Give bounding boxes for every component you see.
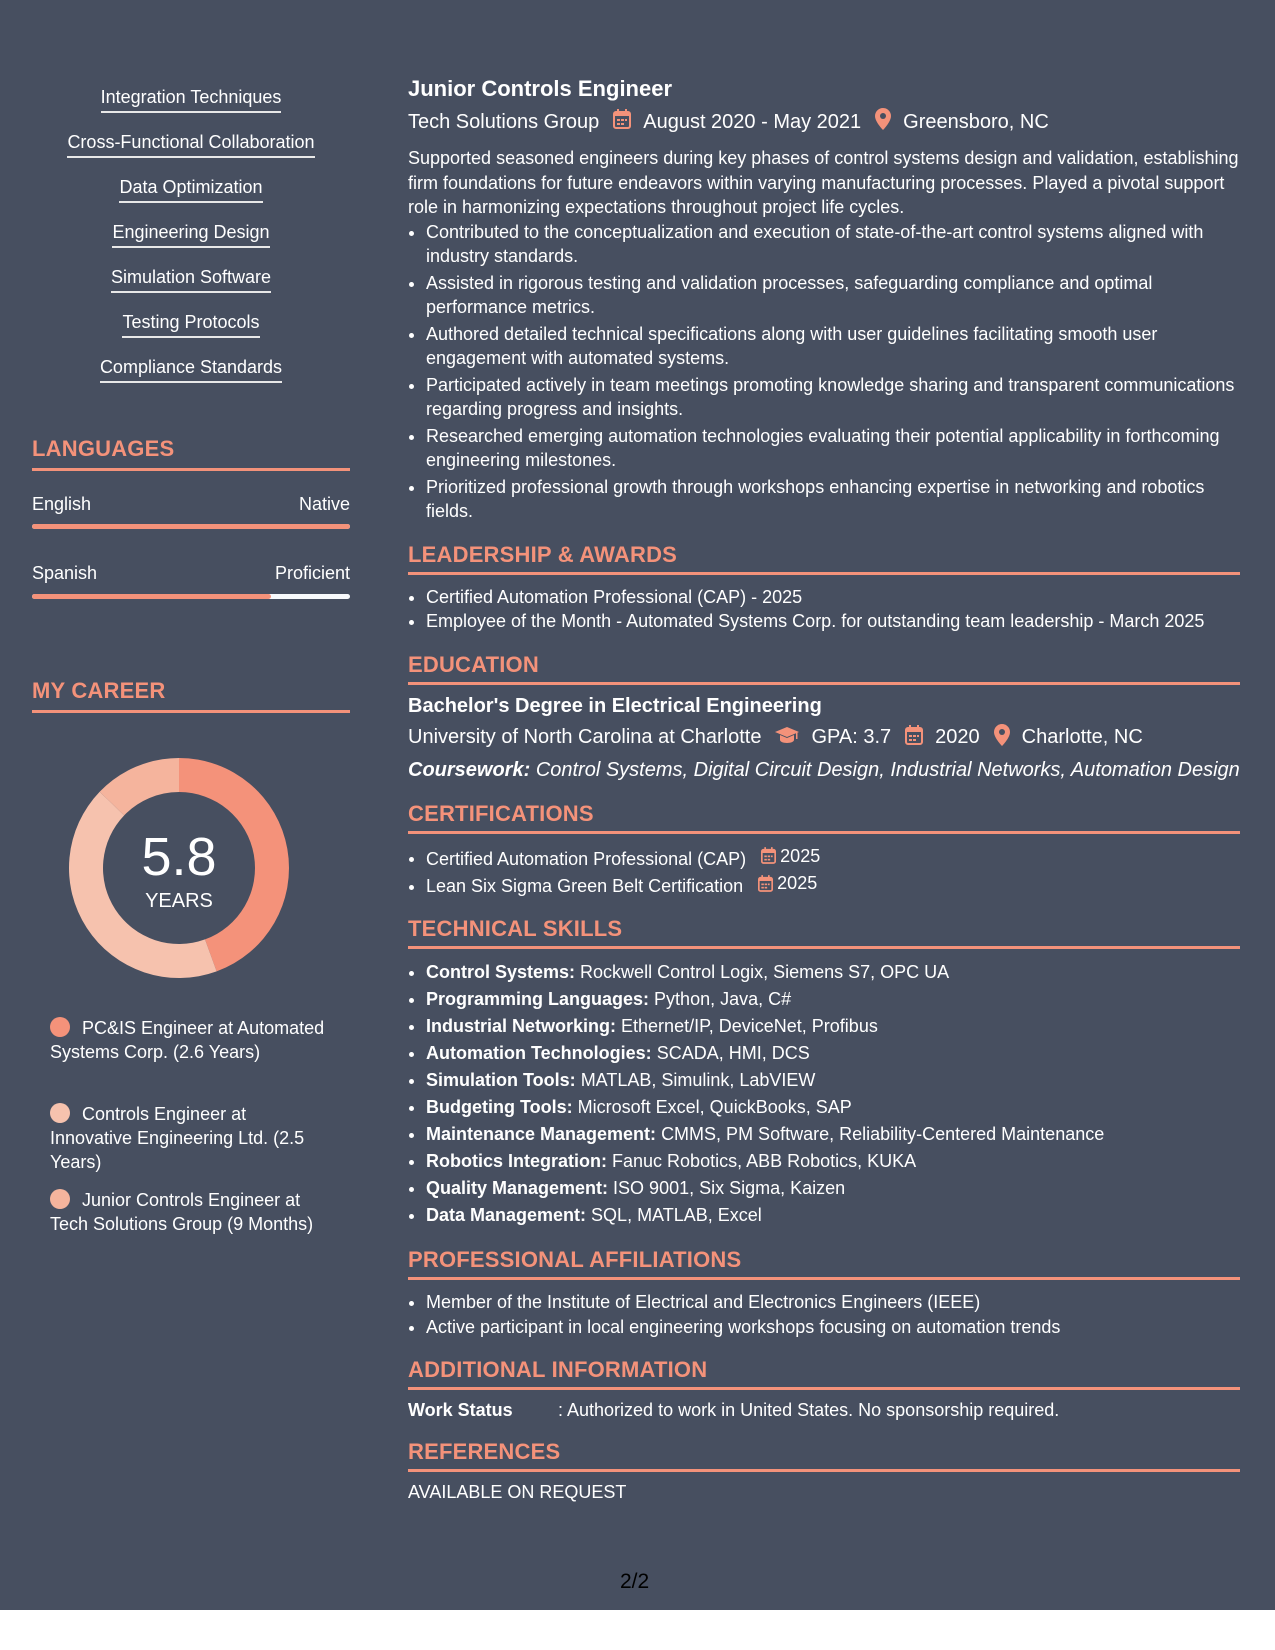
language-row-spanish — [32, 563, 350, 584]
graduation-cap-icon — [775, 726, 799, 750]
skill-label: Integration Techniques — [101, 86, 282, 113]
affiliations-list — [408, 1290, 1240, 1339]
education-gpa: GPA: 3.7 — [811, 726, 892, 748]
language-name: Spanish — [32, 563, 98, 583]
job-bullet: • Authored detailed technical specifications along with user guidelines facilitating smooth user engagement with automated systems. — [426, 322, 1240, 371]
page-number: 2/2 — [620, 1570, 650, 1593]
sidebar — [0, 0, 380, 1610]
legend-dot — [50, 1017, 70, 1037]
job-bullet: • Assisted in rigorous testing and validation processes, safeguarding compliance and optimal performance metrics. — [426, 271, 1240, 320]
languages-heading: LANGUAGES — [32, 436, 350, 471]
certification-item — [426, 844, 1240, 871]
skill-category: Programming Languages: — [426, 989, 650, 1009]
affiliation-item: • Active participant in local engineering workshops focusing on automation trends — [426, 1315, 1240, 1340]
work-status-row — [408, 1400, 1240, 1421]
skill-label: Compliance Standards — [100, 356, 282, 383]
certification-year: 2025 — [777, 872, 818, 893]
language-bar-english — [32, 524, 350, 529]
job-location: Greensboro, NC — [903, 110, 1049, 133]
skill-values: SQL, MATLAB, Excel — [591, 1205, 762, 1225]
skill-category: Robotics Integration: — [426, 1151, 607, 1171]
skill-values: Python, Java, C# — [654, 989, 792, 1009]
skill-label: Engineering Design — [112, 221, 269, 248]
work-status-label: Work Status — [408, 1400, 513, 1420]
job-bullet: • Participated actively in team meetings promoting knowledge sharing and transparent communications regarding progress and insights. — [426, 373, 1240, 422]
leadership-item: • Employee of the Month - Automated Systems Corp. for outstanding team leadership - March 2025 — [426, 609, 1240, 634]
career-donut-chart — [66, 755, 292, 981]
skill-label: Data Optimization — [119, 176, 262, 203]
work-status-value: : Authorized to work in United States. No sponsorship required. — [558, 1400, 1060, 1420]
language-bar-spanish — [32, 594, 350, 599]
affiliation-item: • Member of the Institute of Electrical and Electronics Engineers (IEEE) — [426, 1290, 1240, 1315]
career-legend-item — [50, 1016, 330, 1064]
certifications-heading: CERTIFICATIONS — [408, 801, 1240, 834]
job-title: Junior Controls Engineer — [408, 76, 673, 101]
technical-skill-item — [426, 959, 1240, 986]
skill-label: Testing Protocols — [122, 311, 259, 338]
career-legend-item — [50, 1102, 330, 1174]
technical-skill-item — [426, 1067, 1240, 1094]
skill-item — [32, 131, 350, 176]
technical-skill-item — [426, 1121, 1240, 1148]
certification-name: Lean Six Sigma Green Belt Certification — [426, 875, 744, 896]
calendar-icon — [761, 847, 776, 864]
skill-category: Quality Management: — [426, 1178, 609, 1198]
skill-category: Simulation Tools: — [426, 1070, 576, 1090]
language-level: Proficient — [274, 563, 350, 583]
technical-skill-item — [426, 1202, 1240, 1229]
skill-values: ISO 9001, Six Sigma, Kaizen — [613, 1178, 846, 1198]
certification-year: 2025 — [780, 845, 821, 866]
location-pin-icon — [875, 108, 891, 136]
skill-category: Automation Technologies: — [426, 1043, 652, 1063]
legend-label: PC&IS Engineer at Automated Systems Corp. (2.6 Years) — [50, 1018, 325, 1062]
technical-skills-heading: TECHNICAL SKILLS — [408, 916, 1240, 949]
skill-values: Microsoft Excel, QuickBooks, SAP — [577, 1097, 852, 1117]
education-degree: Bachelor's Degree in Electrical Engineering — [408, 694, 822, 717]
additional-info-heading: ADDITIONAL INFORMATION — [408, 1357, 1240, 1390]
skill-item — [32, 176, 350, 221]
certification-item — [426, 871, 1240, 898]
language-row-english — [32, 494, 350, 515]
skill-category: Data Management: — [426, 1205, 587, 1225]
page-bottom-margin — [0, 1610, 1275, 1650]
skill-values: MATLAB, Simulink, LabVIEW — [580, 1070, 816, 1090]
coursework-label: Coursework: — [408, 758, 531, 781]
career-legend-item — [50, 1188, 330, 1236]
education-year: 2020 — [935, 726, 980, 748]
references-text: AVAILABLE ON REQUEST — [408, 1482, 627, 1502]
education-meta — [408, 724, 1240, 752]
skill-values: Ethernet/IP, DeviceNet, Profibus — [621, 1016, 878, 1036]
technical-skill-item — [426, 986, 1240, 1013]
skill-values: Rockwell Control Logix, Siemens S7, OPC UA — [580, 962, 950, 982]
main-content — [408, 76, 1240, 1503]
job-dates: August 2020 - May 2021 — [643, 110, 862, 133]
calendar-icon — [905, 725, 923, 751]
career-unit: YEARS — [145, 890, 213, 912]
technical-skills-list — [408, 959, 1240, 1229]
skill-item — [32, 221, 350, 266]
language-level: Native — [298, 494, 350, 514]
language-name: English — [32, 494, 92, 514]
job-bullet: • Contributed to the conceptualization and execution of state-of-the-art control systems aligned with industry standards. — [426, 220, 1240, 269]
education-heading: EDUCATION — [408, 652, 1240, 685]
calendar-icon — [758, 875, 773, 892]
leadership-heading: LEADERSHIP & AWARDS — [408, 542, 1240, 575]
certification-name: Certified Automation Professional (CAP) — [426, 848, 747, 869]
skill-item — [32, 356, 350, 401]
leadership-item: • Certified Automation Professional (CAP) - 2025 — [426, 585, 1240, 610]
coursework-text: Control Systems, Digital Circuit Design, Industrial Networks, Automation Design — [535, 758, 1240, 781]
skill-item — [32, 311, 350, 356]
language-fill — [32, 594, 271, 599]
career-heading: MY CAREER — [32, 678, 350, 713]
skill-values: CMMS, PM Software, Reliability-Centered Maintenance — [661, 1124, 1105, 1144]
references-heading: REFERENCES — [408, 1439, 1240, 1472]
location-pin-icon — [994, 724, 1010, 752]
calendar-icon — [613, 109, 631, 135]
skill-category: Maintenance Management: — [426, 1124, 657, 1144]
affiliations-heading: PROFESSIONAL AFFILIATIONS — [408, 1247, 1240, 1280]
skill-label: Cross-Functional Collaboration — [67, 131, 314, 158]
skill-item — [32, 86, 350, 131]
certifications-list — [408, 844, 1240, 899]
education-location: Charlotte, NC — [1021, 726, 1143, 748]
skill-item — [32, 266, 350, 311]
certification-date — [758, 871, 817, 896]
skill-category: Budgeting Tools: — [426, 1097, 573, 1117]
legend-dot — [50, 1189, 70, 1209]
job-bullet: • Prioritized professional growth through workshops enhancing expertise in networking and robotics fields. — [426, 475, 1240, 524]
technical-skill-item — [426, 1175, 1240, 1202]
skill-values: SCADA, HMI, DCS — [656, 1043, 810, 1063]
language-fill — [32, 524, 350, 529]
technical-skill-item — [426, 1040, 1240, 1067]
skill-label: Simulation Software — [111, 266, 271, 293]
skill-values: Fanuc Robotics, ABB Robotics, KUKA — [612, 1151, 917, 1171]
education-school: University of North Carolina at Charlotte — [408, 726, 762, 748]
job-meta — [408, 108, 1240, 136]
job-company: Tech Solutions Group — [408, 110, 600, 133]
legend-label: Junior Controls Engineer at Tech Solutions Group (9 Months) — [50, 1190, 314, 1234]
technical-skill-item — [426, 1094, 1240, 1121]
job-summary: Supported seasoned engineers during key phases of control systems design and validation, establishing firm foundations for future endeavors within varying manufacturing processes. Played a pivotal support role in harmonizing expectations throughout project life cycles. — [408, 148, 1239, 217]
legend-label: Controls Engineer at Innovative Engineering Ltd. (2.5 Years) — [50, 1104, 305, 1172]
career-total: 5.8 — [141, 827, 217, 887]
skills-list — [32, 86, 350, 401]
technical-skill-item — [426, 1148, 1240, 1175]
skill-category: Industrial Networking: — [426, 1016, 617, 1036]
technical-skill-item — [426, 1013, 1240, 1040]
skill-category: Control Systems: — [426, 962, 576, 982]
job-bullet: • Researched emerging automation technologies evaluating their potential applicability in forthcoming engineering milestones. — [426, 424, 1240, 473]
certification-date — [761, 844, 820, 869]
job-bullets — [408, 220, 1240, 524]
legend-dot — [50, 1103, 70, 1123]
education-coursework — [408, 758, 1240, 783]
leadership-list — [408, 585, 1240, 634]
